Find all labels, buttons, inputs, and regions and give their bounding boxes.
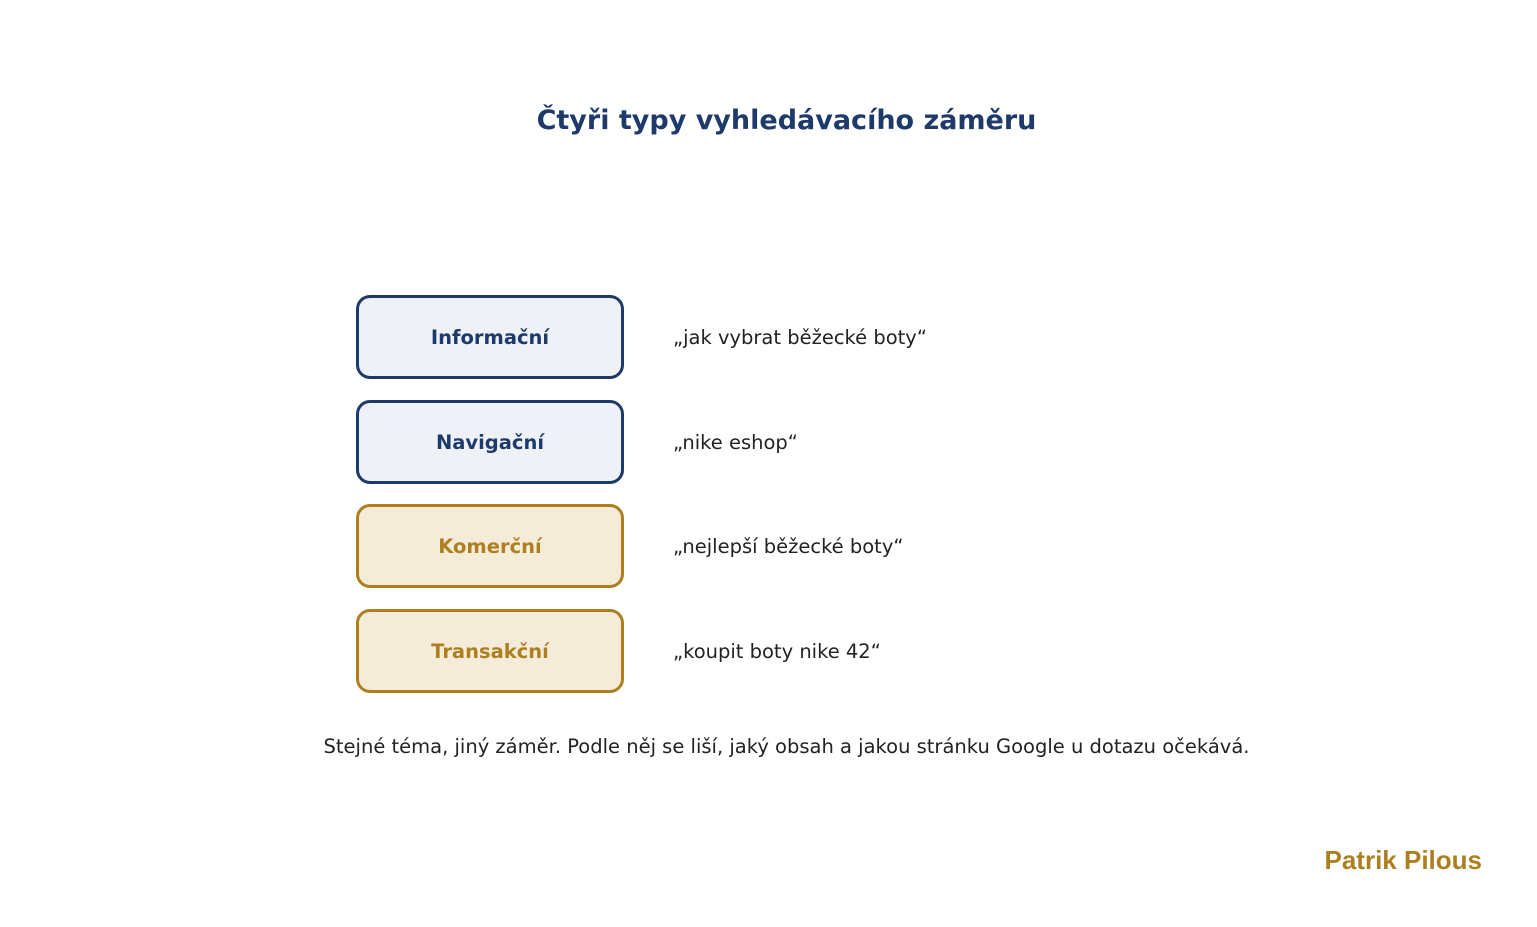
footnote: Stejné téma, jiný záměr. Podle něj se liší, jaký obsah a jakou stránku Google u dotazu očekává. bbox=[323, 735, 1250, 758]
intent-example-informational: „jak vybrat běžecké boty“ bbox=[673, 325, 927, 349]
intent-badge-informational: Informační bbox=[356, 295, 624, 379]
intent-badge-navigational: Navigační bbox=[356, 400, 624, 484]
intent-example-navigational: „nike eshop“ bbox=[673, 430, 798, 454]
intent-badge-transactional: Transakční bbox=[356, 609, 624, 693]
brand-logo: Patrik Pilous bbox=[1324, 845, 1482, 875]
intent-example-transactional: „koupit boty nike 42“ bbox=[673, 639, 881, 663]
intent-example-commercial: „nejlepší běžecké boty“ bbox=[673, 534, 904, 558]
intent-badge-commercial: Komerční bbox=[356, 504, 624, 588]
diagram-title: Čtyři typy vyhledávacího záměru bbox=[536, 105, 1037, 136]
